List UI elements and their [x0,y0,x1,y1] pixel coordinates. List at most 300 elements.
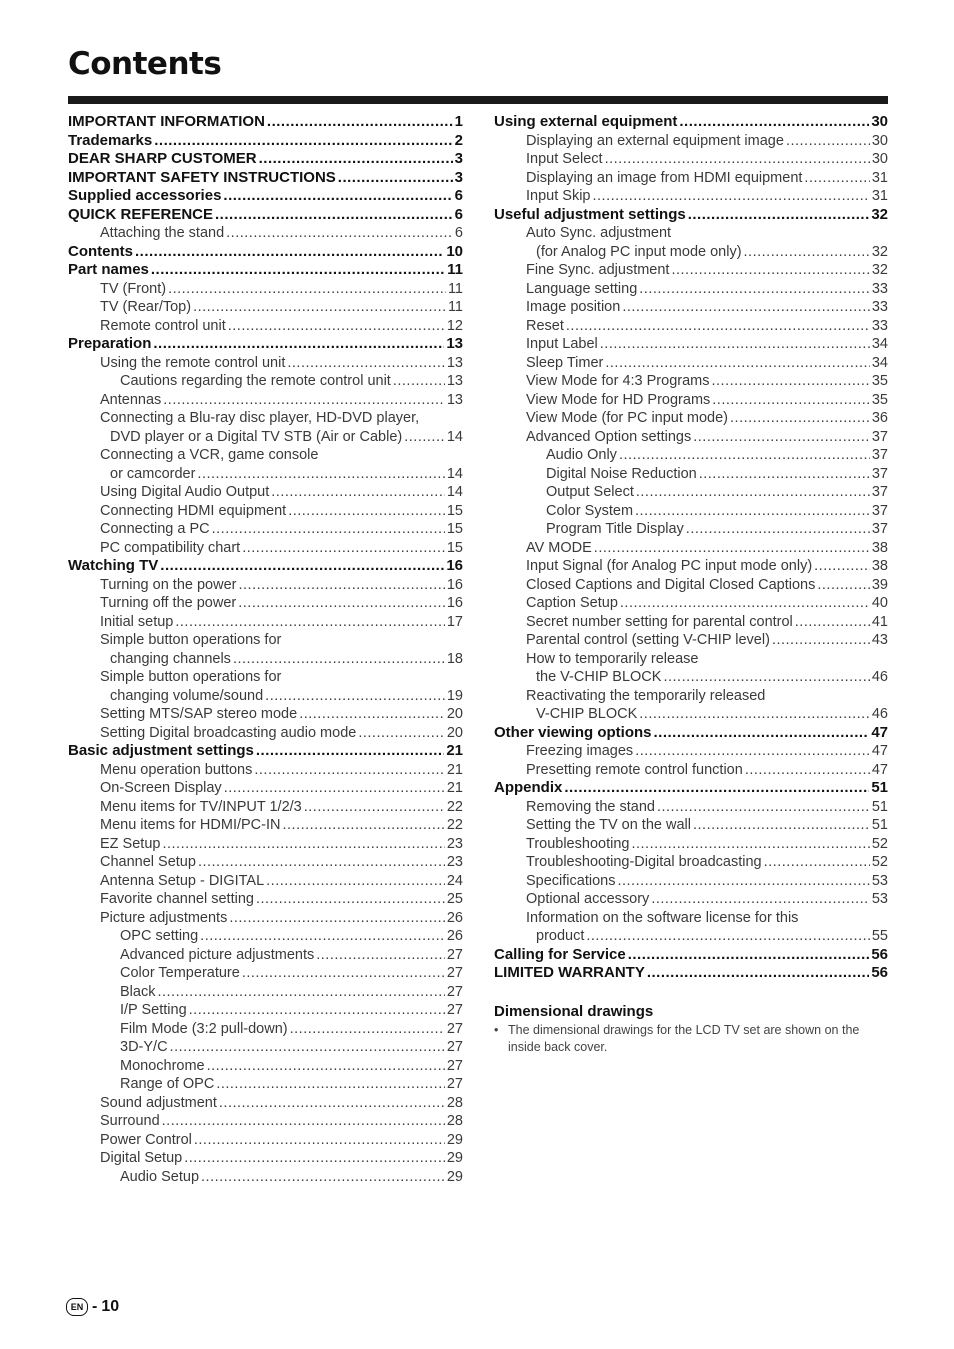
toc-leader-dots [404,428,445,447]
toc-entry-label: Simple button operations for [100,632,282,648]
toc-page-number: 32 [871,243,888,260]
toc-subentry [494,705,888,724]
toc-leader-dots [711,372,869,391]
toc-page-number: 14 [446,465,463,482]
toc-subentry [494,465,888,484]
toc-entry-label: Presetting remote control function [526,761,743,778]
toc-leader-dots [619,446,870,465]
toc-page-number: 52 [871,854,888,870]
toc-subentry [494,927,888,946]
toc-leader-dots [151,261,445,280]
page-footer [66,1298,119,1316]
toc-subentry [68,1112,463,1131]
footer-dash: - [92,1298,98,1315]
toc-entry-label: Power Control [100,1131,192,1148]
toc-entry-label: Calling for Service [494,945,626,963]
toc-page-number: 37 [871,521,888,537]
toc-entry-label: Antenna Setup - DIGITAL [100,872,265,889]
toc-page-number: 56 [871,964,888,981]
toc-leader-dots [654,724,870,743]
toc-subentry [68,798,463,817]
toc-leader-dots [265,687,445,706]
toc-section-entry [68,132,463,151]
toc-subentry [494,132,888,151]
toc-leader-dots [786,132,870,151]
toc-entry-label: View Mode (for PC input mode) [526,410,729,426]
toc-section-entry [68,243,463,262]
toc-entry-label: Freezing images [526,743,634,759]
toc-entry-label: Film Mode (3:2 pull-down) [120,1020,288,1037]
toc-leader-dots [239,576,445,595]
toc-leader-dots [671,261,869,280]
page-number: 10 [101,1298,120,1315]
toc-leader-dots [636,483,870,502]
toc-page-number: 13 [446,391,463,408]
toc-subentry [494,539,888,558]
toc-page-number: 14 [446,428,463,445]
toc-subentry [68,853,463,872]
toc-entry-label: Sleep Timer [526,354,604,371]
toc-leader-dots [198,853,445,872]
toc-page-number: 41 [871,613,888,630]
toc-page-number: 38 [871,558,888,574]
toc-leader-dots [647,964,869,983]
toc-entry-label: Input Select [526,151,603,167]
toc-subentry [494,576,888,595]
toc-entry-label: Using external equipment [494,113,678,130]
toc-subentry [68,1057,463,1076]
toc-leader-dots [287,354,444,373]
toc-subentry [68,835,463,854]
toc-entry-label: Parental control (setting V-CHIP level) [526,632,770,648]
toc-subentry [68,465,463,484]
toc-page-number: 23 [446,854,463,870]
toc-subentry [494,372,888,391]
toc-entry-label: changing volume/sound [110,687,264,704]
toc-subentry [68,816,463,835]
toc-entry-label: Supplied accessories [68,187,222,204]
toc-entry-label: Simple button operations for [100,669,282,685]
toc-entry-label: QUICK REFERENCE [68,205,214,223]
toc-page-number: 33 [871,299,888,315]
toc-page-number: 37 [871,502,888,519]
toc-page-number: 37 [871,447,888,463]
toc-entry-label: PC compatibility chart [100,539,241,556]
toc-entry-label: I/P Setting [120,1002,187,1018]
toc-page-number: 23 [446,835,463,852]
toc-page-number: 21 [446,761,463,778]
toc-entry-label: Connecting a Blu-ray disc player, HD-DVD player, [100,410,420,426]
toc-entry-label: Contents [68,242,133,260]
toc-entry-label: Secret number setting for parental control [526,613,793,630]
toc-entry-label: Menu items for TV/INPUT 1/2/3 [100,798,302,815]
toc-page-number: 27 [446,1057,463,1074]
toc-leader-dots [393,372,445,391]
toc-subentry [494,187,888,206]
toc-subentry [68,779,463,798]
toc-page-number: 3 [454,150,463,167]
toc-subentry [68,576,463,595]
toc-entry-label: Cautions regarding the remote control unit [120,373,391,389]
dimensional-drawings-heading: Dimensional drawings [494,1002,654,1020]
toc-entry-text [68,668,463,687]
toc-leader-dots [266,872,445,891]
toc-section-entry [68,742,463,761]
toc-page-number: 35 [871,391,888,408]
toc-leader-dots [224,779,445,798]
dimensional-note-text: The dimensional drawings for the LCD TV set are shown on the inside back cover. [508,1022,860,1054]
toc-entry-label: Monochrome [120,1057,205,1074]
toc-page-number: 16 [446,576,463,593]
toc-page-number: 51 [871,798,888,815]
toc-leader-dots [216,1075,445,1094]
toc-page-number: 6 [454,205,463,223]
toc-subentry [68,1131,463,1150]
toc-subentry [68,650,463,669]
toc-entry-label: Attaching the stand [100,225,225,241]
toc-page-number: 19 [446,687,463,704]
toc-subentry [68,946,463,965]
toc-page-number: 47 [871,723,888,741]
toc-entry-label: (for Analog PC input mode only) [536,243,742,260]
toc-entry-label: Using Digital Audio Output [100,484,270,500]
toc-page-number: 46 [871,706,888,722]
toc-entry-label: Auto Sync. adjustment [526,225,672,241]
toc-entry-label: View Mode for 4:3 Programs [526,373,710,389]
toc-entry-label: EZ Setup [100,835,161,852]
toc-page-number: 51 [871,817,888,833]
toc-subentry [494,354,888,373]
toc-leader-dots [233,650,445,669]
toc-list-left [68,113,463,1186]
toc-entry-text [68,631,463,650]
toc-leader-dots [804,169,869,188]
toc-leader-dots [238,594,445,613]
toc-page-number: 20 [446,724,463,741]
toc-leader-dots [628,946,870,965]
toc-entry-label: TV (Front) [100,280,167,297]
toc-page-number: 28 [446,1113,463,1129]
bullet-icon: • [494,1022,499,1037]
toc-entry-text [494,650,888,669]
toc-page-number: 30 [871,132,888,149]
toc-entry-label: Channel Setup [100,854,196,870]
toc-entry-label: Digital Noise Reduction [546,465,697,482]
toc-entry-label: Connecting HDMI equipment [100,502,287,519]
toc-page-number: 21 [446,742,463,759]
toc-page-number: 11 [447,261,463,278]
toc-page-number: 32 [871,262,888,278]
toc-subentry [68,1149,463,1168]
toc-subentry [494,816,888,835]
toc-page-number: 38 [871,539,888,556]
toc-subentry [68,872,463,891]
toc-page-number: 29 [446,1168,463,1185]
toc-leader-dots [764,853,870,872]
toc-page-number: 37 [871,428,888,445]
toc-subentry [494,150,888,169]
toc-entry-text [494,909,888,928]
toc-leader-dots [163,391,445,410]
toc-entry-label: Setting the TV on the wall [526,817,691,833]
toc-leader-dots [651,890,870,909]
toc-entry-label: DVD player or a Digital TV STB (Air or Cable) [110,428,403,445]
toc-entry-label: Other viewing options [494,723,652,741]
toc-subentry [68,280,463,299]
toc-section-entry [68,169,463,188]
toc-entry-label: Closed Captions and Digital Closed Captions [526,576,816,593]
toc-entry-label: product [536,928,585,944]
toc-entry-label: Setting Digital broadcasting audio mode [100,724,357,741]
toc-subentry [494,594,888,613]
toc-page-number: 47 [871,743,888,759]
toc-leader-dots [212,520,445,539]
toc-subentry [68,317,463,336]
toc-page-number: 56 [871,945,888,963]
toc-page-number: 3 [454,168,463,186]
toc-section-entry [494,964,888,983]
toc-page-number: 30 [871,151,888,167]
toc-page-number: 30 [871,113,888,130]
toc-page-number: 15 [446,521,463,537]
page-title: Contents [68,46,222,82]
toc-subentry [68,1094,463,1113]
toc-page-number: 53 [871,872,888,889]
toc-page-number: 14 [446,484,463,500]
toc-section-entry [494,724,888,743]
toc-leader-dots [267,113,453,132]
toc-leader-dots [282,816,444,835]
toc-page-number: 27 [446,946,463,963]
toc-entry-label: Advanced Option settings [526,428,692,445]
toc-entry-label: Connecting a VCR, game console [100,447,319,463]
language-en-icon: EN [66,1298,88,1316]
toc-entry-label: Program Title Display [546,521,684,537]
toc-entry-label: Appendix [494,779,563,796]
toc-page-number: 28 [446,1094,463,1111]
toc-subentry [68,687,463,706]
toc-page-number: 51 [871,779,888,796]
toc-leader-dots [189,1001,445,1020]
toc-leader-dots [135,243,444,262]
toc-page-number: 18 [446,650,463,667]
toc-subentry [494,280,888,299]
toc-section-entry [494,206,888,225]
toc-entry-text [68,446,463,465]
toc-page-number: 27 [446,965,463,981]
toc-page-number: 29 [446,1150,463,1166]
toc-page-number: 1 [454,113,463,130]
toc-leader-dots [200,927,445,946]
toc-entry-label: Preparation [68,335,152,352]
toc-subentry [68,964,463,983]
toc-page-number: 11 [447,299,463,315]
toc-entry-label: Useful adjustment settings [494,205,686,223]
toc-leader-dots [686,520,870,539]
toc-entry-label: Removing the stand [526,798,655,815]
toc-subentry [68,1168,463,1187]
toc-leader-dots [242,964,445,983]
toc-leader-dots [162,835,444,854]
toc-entry-label: V-CHIP BLOCK [536,706,638,722]
toc-page-number: 33 [871,280,888,297]
toc-page-number: 6 [454,225,463,241]
toc-section-entry [68,206,463,225]
toc-leader-dots [772,631,870,650]
toc-subentry [494,502,888,521]
toc-subentry [68,354,463,373]
toc-page-number: 26 [446,928,463,944]
toc-leader-dots [157,983,444,1002]
toc-section-entry [494,113,888,132]
toc-subentry [494,798,888,817]
toc-leader-dots [605,354,869,373]
toc-entry-label: Sound adjustment [100,1094,217,1111]
toc-leader-dots [617,872,869,891]
toc-leader-dots [256,890,445,909]
toc-entry-label: or camcorder [110,465,196,482]
toc-list-right [494,113,888,983]
toc-section-entry [68,150,463,169]
toc-page-number: 39 [871,576,888,593]
title-rule [68,96,888,104]
toc-page-number: 36 [871,410,888,426]
toc-leader-dots [566,317,870,336]
toc-entry-label: Setting MTS/SAP stereo mode [100,706,298,722]
toc-entry-label: Language setting [526,280,638,297]
toc-page-number: 34 [871,354,888,371]
toc-subentry [494,261,888,280]
toc-entry-label: Color Temperature [120,965,240,981]
toc-leader-dots [299,705,445,724]
toc-entry-label: Reactivating the temporarily released [526,687,766,704]
toc-subentry [494,428,888,447]
toc-entry-label: Input Skip [526,188,591,204]
toc-subentry [68,909,463,928]
toc-subentry [494,520,888,539]
toc-page-number: 35 [871,373,888,389]
toc-page-number: 13 [446,373,463,389]
toc-subentry [494,742,888,761]
toc-page-number: 16 [446,595,463,611]
toc-leader-dots [168,280,446,299]
toc-entry-label: LIMITED WARRANTY [494,964,645,981]
toc-leader-dots [639,280,870,299]
toc-subentry [494,853,888,872]
toc-column-right [494,113,888,1056]
toc-page-number: 22 [446,798,463,815]
toc-leader-dots [175,613,445,632]
toc-subentry [68,761,463,780]
toc-section-entry [494,779,888,798]
toc-leader-dots [817,576,870,595]
toc-entry-label: Color System [546,502,634,519]
toc-leader-dots [605,150,870,169]
toc-page-number: 27 [446,983,463,1000]
toc-leader-dots [679,113,869,132]
toc-subentry [494,557,888,576]
toc-page-number: 46 [871,669,888,685]
toc-leader-dots [201,1168,445,1187]
toc-subentry [494,835,888,854]
toc-leader-dots [795,613,870,632]
toc-entry-text [494,224,888,243]
toc-entry-label: 3D-Y/C [120,1039,168,1055]
toc-entry-label: Watching TV [68,557,159,574]
toc-leader-dots [184,1149,445,1168]
toc-leader-dots [657,798,870,817]
toc-subentry [494,298,888,317]
toc-entry-label: Reset [526,317,564,334]
toc-entry-text [68,409,463,428]
toc-subentry [68,539,463,558]
toc-subentry [494,169,888,188]
toc-leader-dots [593,187,870,206]
toc-page-number: 16 [446,557,463,574]
toc-subentry [68,483,463,502]
toc-page-number: 27 [446,1039,463,1055]
toc-leader-dots [814,557,870,576]
toc-subentry [68,520,463,539]
toc-subentry [68,1020,463,1039]
toc-entry-label: Input Signal (for Analog PC input mode only) [526,558,813,574]
toc-entry-label: Surround [100,1113,160,1129]
toc-page-number: 24 [446,872,463,889]
toc-entry-label: Digital Setup [100,1150,183,1166]
toc-entry-label: Range of OPC [120,1076,215,1092]
toc-leader-dots [622,298,870,317]
toc-leader-dots [663,668,869,687]
toc-subentry [494,391,888,410]
toc-leader-dots [288,502,445,521]
toc-page-number: 37 [871,465,888,482]
toc-entry-label: Connecting a PC [100,521,210,537]
toc-section-entry [68,335,463,354]
toc-entry-label: Menu operation buttons [100,761,253,778]
toc-section-entry [68,261,463,280]
toc-subentry [494,243,888,262]
toc-leader-dots [197,465,444,484]
toc-entry-label: Input Label [526,336,598,352]
toc-leader-dots [207,1057,445,1076]
toc-entry-label: Audio Setup [120,1168,200,1185]
toc-entry-label: On-Screen Display [100,780,222,796]
toc-leader-dots [586,927,869,946]
toc-section-entry [68,187,463,206]
toc-leader-dots [229,909,445,928]
toc-leader-dots [242,539,445,558]
toc-entry-label: IMPORTANT SAFETY INSTRUCTIONS [68,168,336,186]
toc-leader-dots [699,465,870,484]
toc-entry-label: Favorite channel setting [100,891,254,907]
toc-subentry [494,613,888,632]
toc-page-number: 31 [871,188,888,204]
toc-subentry [68,428,463,447]
toc-subentry [68,927,463,946]
toc-entry-label: View Mode for HD Programs [526,391,711,408]
toc-leader-dots [304,798,445,817]
toc-leader-dots [160,557,444,576]
toc-section-entry [68,557,463,576]
toc-leader-dots [635,742,870,761]
toc-page-number: 13 [446,335,463,352]
toc-section-entry [494,946,888,965]
toc-subentry [494,335,888,354]
toc-page-number: 32 [871,205,888,223]
toc-page-number: 53 [871,891,888,907]
toc-page-number: 43 [871,632,888,648]
toc-leader-dots [620,594,870,613]
